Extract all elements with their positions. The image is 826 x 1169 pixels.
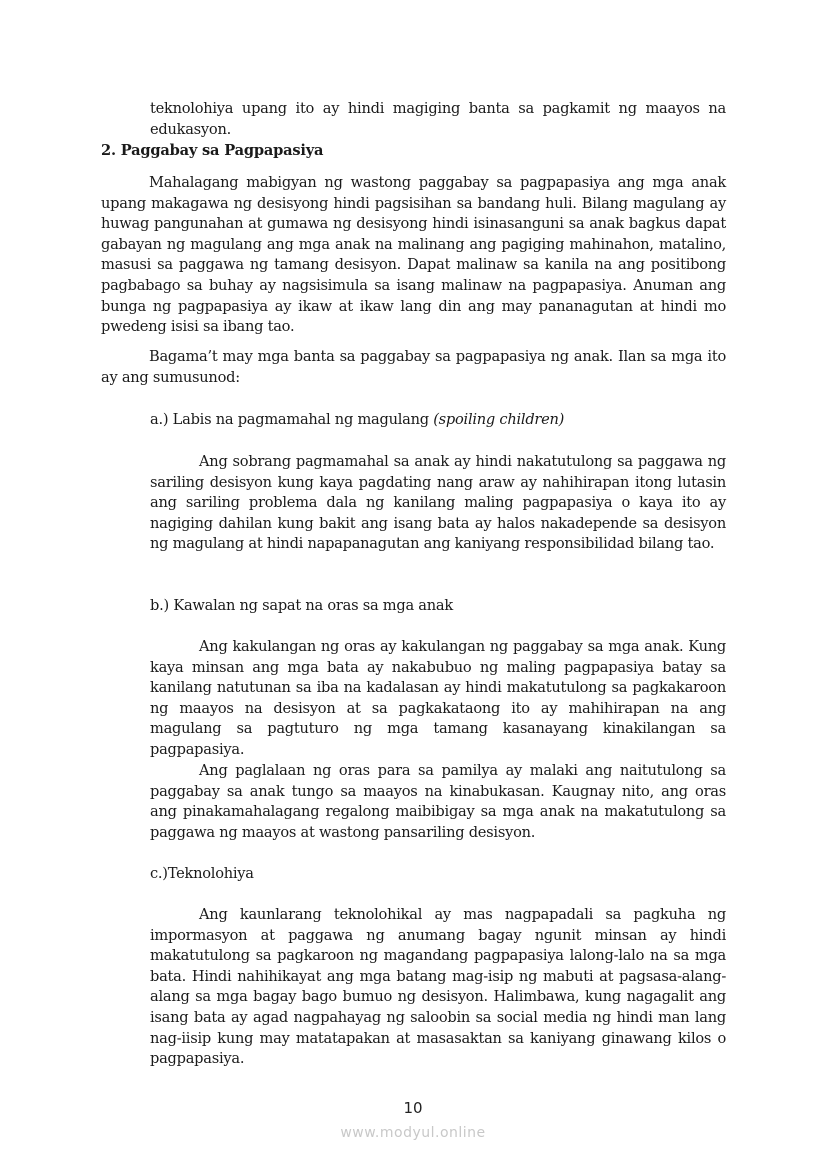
item-b-paragraph-1 [150, 637, 726, 761]
item-b-text-1: Ang kakulangan ng oras ay kakulangan ng paggabay sa mga anak. Kung kaya minsan ang mga bata ay nakabubuo ng maling pagpapasiya batay sa kanilang natutunan sa iba na kadalasan ay hindi makatutulong sa pagkakaroon ng maayos na desisyon at sa pagkakataong ito ay mahihirapan na ang magulang sa pagtuturo ng mga tamang kasanayang kinakilangan sa pagpapasiya. [150, 638, 726, 758]
item-c-paragraph [150, 905, 726, 1070]
page-number: 10 [403, 1099, 423, 1117]
item-a-text: Ang sobrang pagmamahal sa anak ay hindi nakatutulong sa paggawa ng sariling desisyon kung kaya pagdating nang araw ay nahihirapan itong lutasin ang sariling problema dala ng kanilang maling pagpapasiya o kaya ito ay nagiging dahilan kung bakit ang isang bata ay halos nakadepende sa desisyon ng magulang at hindi napapanagutan ang kaniyang responsibilidad bilang tao. [150, 453, 726, 553]
list-item-b-label [150, 596, 453, 616]
item-b-paragraph-2 [150, 761, 726, 843]
item-a-paragraph [150, 452, 726, 555]
continuation-text: teknolohiya upang ito ay hindi magiging banta sa pagkamit ng maayos na edukasyon. [150, 100, 726, 138]
list-item-a-label [150, 410, 564, 430]
threats-intro-paragraph [101, 347, 726, 388]
item-label: c.)Teknolohiya [150, 865, 254, 882]
continuation-paragraph [150, 99, 726, 140]
item-b-text-2: Ang paglalaan ng oras para sa pamilya ay malaki ang naitutulong sa paggabay sa anak tungo sa maayos na kinabukasan. Kaugnay nito, ang oras ang pinakamahalagang regalong maibibigay sa mga anak na makatutulong sa paggawa ng maayos at wastong pansariling desisyon. [150, 762, 726, 841]
item-label: a.) Labis na pagmamahal ng magulang [150, 411, 429, 428]
watermark: www.modyul.online [340, 1125, 486, 1141]
intro-text: Mahalagang mabigyan ng wastong paggabay sa pagpapasiya ang mga anak upang makagawa ng desisyong hindi pagsisihan sa bandang huli. Bilang magulang ay huwag pangunahan at gumawa ng desisyong hindi isinasanguni sa anak bagkus dapat gabayan ng magulang ang mga anak na malinang ang pagiging mahinahon, matalino, masusi sa paggawa ng tamang desisyon. Dapat malinaw sa kanila na ang positibong pagbabago sa buhay ay nagsisimula sa isang malinaw na pagpapasiya. Anuman ang bunga ng pagpapasiya ay ikaw at ikaw lang din ang may pananagutan at hindi mo pwedeng isisi sa ibang tao. [101, 174, 726, 336]
threats-intro-text: Bagama’t may mga banta sa paggabay sa pagpapasiya ng anak. Ilan sa mga ito ay ang sumusunod: [101, 348, 726, 386]
item-c-text: Ang kaunlarang teknolohikal ay mas nagpapadali sa pagkuha ng impormasyon at paggawa ng anumang bagay ngunit minsan ay hindi makatutulong sa pagkaroon ng magandang pagpapasiya lalong-lalo na sa mga bata. Hindi nahihikayat ang mga batang mag-isip ng mabuti at pagsasa-alang-alang sa mga bagay bago bumuo ng desisyon. Halimbawa, kung nagagalit ang isang bata ay agad nagpahayag ng saloobin sa social media ng hindi man lang nag-iisip kung may matatapakan at masasaktan sa kaniyang ginawang kilos o pagpapasiya. [150, 906, 726, 1068]
item-label: b.) Kawalan ng sapat na oras sa mga anak [150, 597, 453, 614]
section-heading: 2. Paggabay sa Pagpapasiya [101, 142, 324, 159]
list-item-c-label [150, 864, 254, 884]
intro-paragraph [101, 173, 726, 338]
item-label-italic: (spoiling children) [433, 411, 565, 428]
